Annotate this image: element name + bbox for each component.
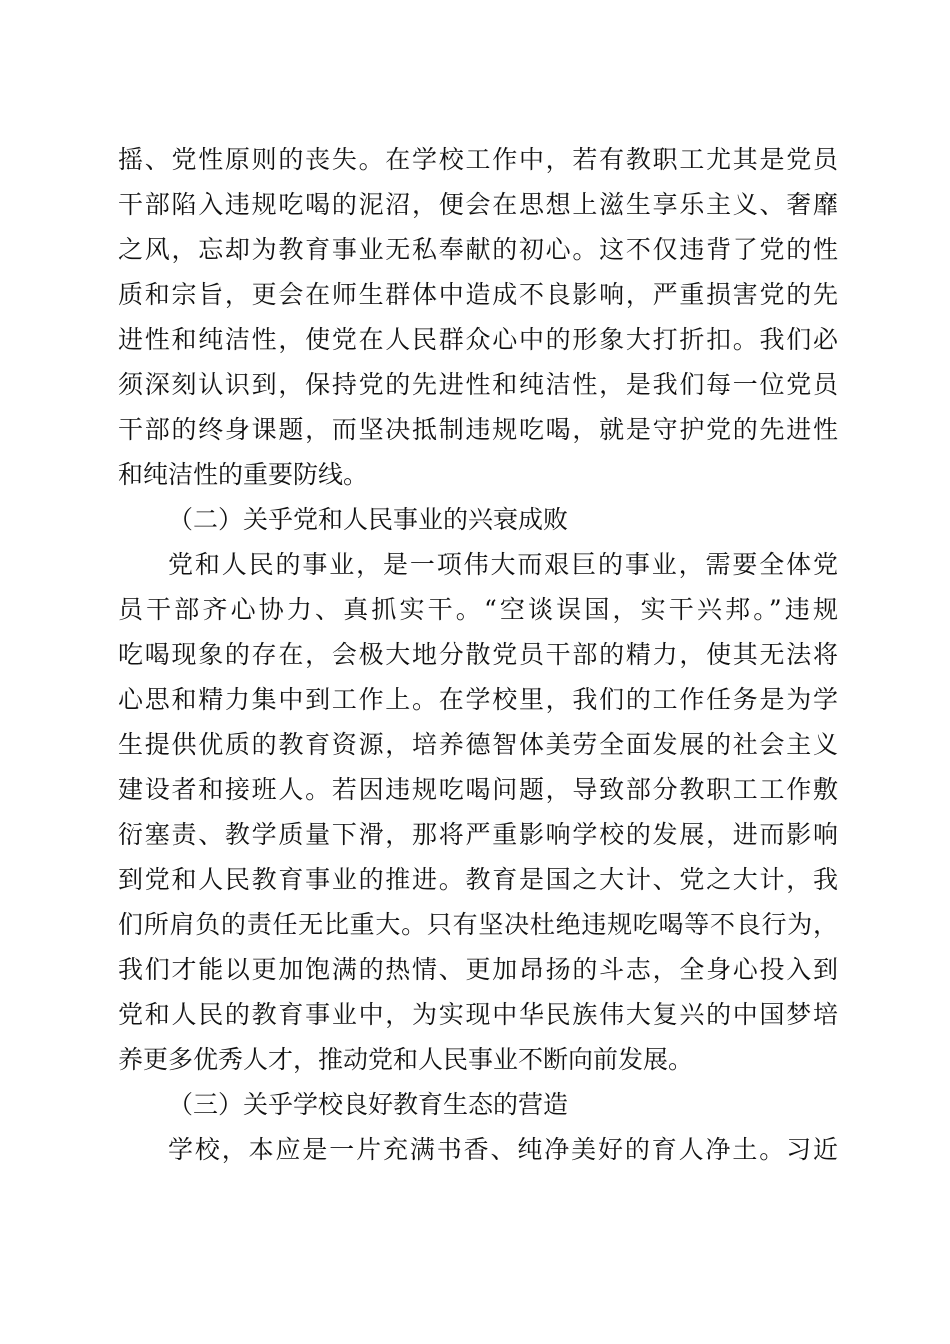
- text-line: 干部陷入违规吃喝的泥沼，便会在思想上滋生享乐主义、奢靡: [118, 190, 838, 219]
- text-line: 员干部齐心协力、真抓实干。“空谈误国，实干兴邦。”违规: [118, 595, 838, 624]
- text-line: 之风，忘却为教育事业无私奉献的初心。这不仅违背了党的性: [118, 235, 838, 264]
- text-line: 建设者和接班人。若因违规吃喝问题，导致部分教职工工作敷: [118, 775, 838, 804]
- text-line: 须深刻认识到，保持党的先进性和纯洁性，是我们每一位党员: [118, 370, 838, 399]
- text-line: 到党和人民教育事业的推进。教育是国之大计、党之大计，我: [118, 865, 838, 894]
- text-line: 养更多优秀人才，推动党和人民事业不断向前发展。: [118, 1045, 694, 1074]
- text-line: 吃喝现象的存在，会极大地分散党员干部的精力，使其无法将: [118, 640, 838, 669]
- text-line: 心思和精力集中到工作上。在学校里，我们的工作任务是为学: [118, 685, 838, 714]
- text-line: 质和宗旨，更会在师生群体中造成不良影响，严重损害党的先: [118, 280, 838, 309]
- text-line: 们所肩负的责任无比重大。只有坚决杜绝违规吃喝等不良行为，: [118, 910, 838, 939]
- text-line: 我们才能以更加饱满的热情、更加昂扬的斗志，全身心投入到: [118, 955, 838, 984]
- text-line: 进性和纯洁性，使党在人民群众心中的形象大打折扣。我们必: [118, 325, 838, 354]
- text-line: 和纯洁性的重要防线。: [118, 460, 369, 489]
- text-line: 生提供优质的教育资源，培养德智体美劳全面发展的社会主义: [118, 730, 838, 759]
- text-line: 党和人民的教育事业中，为实现中华民族伟大复兴的中国梦培: [118, 1000, 838, 1029]
- text-line: 衍塞责、教学质量下滑，那将严重影响学校的发展，进而影响: [118, 820, 838, 849]
- text-line: 干部的终身课题，而坚决抵制违规吃喝，就是守护党的先进性: [118, 415, 838, 444]
- text-line: 摇、党性原则的丧失。在学校工作中，若有教职工尤其是党员: [118, 145, 838, 174]
- text-line: 学校，本应是一片充满书香、纯净美好的育人净土。习近: [168, 1135, 838, 1164]
- section-heading-2: （二）关乎党和人民事业的兴衰成败: [168, 505, 569, 534]
- section-heading-3: （三）关乎学校良好教育生态的营造: [168, 1090, 569, 1119]
- text-line: 党和人民的事业，是一项伟大而艰巨的事业，需要全体党: [168, 550, 838, 579]
